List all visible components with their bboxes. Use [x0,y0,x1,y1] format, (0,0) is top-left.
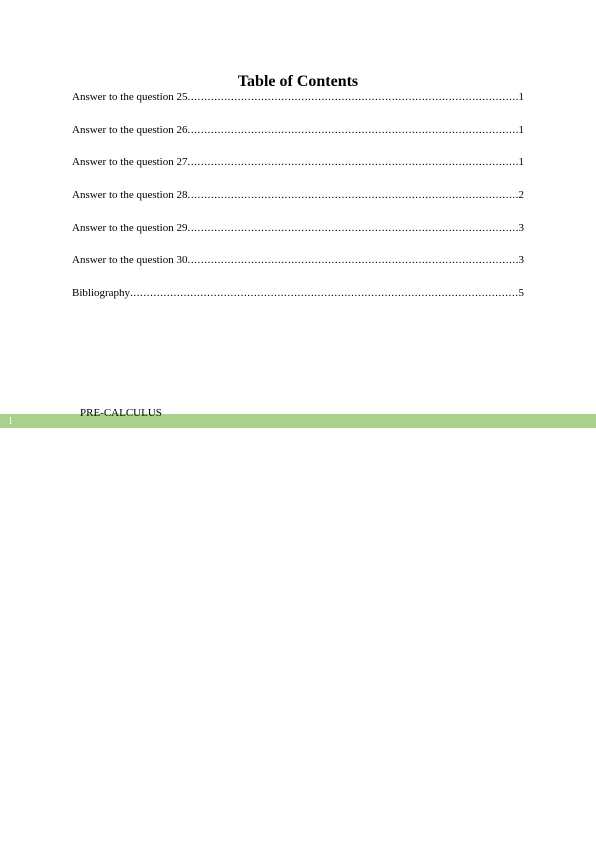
toc-entry-label: Answer to the question 27 [72,156,188,169]
page-number: 1 [8,416,13,427]
toc-entry-bibliography[interactable] [72,286,524,300]
toc-entry-label: Answer to the question 25 [72,91,188,103]
toc-entry-label: Answer to the question 26 [72,123,188,136]
running-head: PRE-CALCULUS [80,407,162,419]
toc-leader-dots [187,155,518,169]
toc-entry-page: 1 [518,123,524,136]
toc-entry-page: 1 [518,91,524,103]
toc-leader-dots [187,253,518,267]
toc-leader-dots [187,188,518,202]
toc-entry-page: 1 [518,156,524,169]
toc-entry-page: 3 [518,254,524,267]
toc-leader-dots [187,90,518,104]
toc-entry-label: Answer to the question 29 [72,221,188,234]
toc-entry-label: Bibliography [72,287,131,300]
toc-entry-q25[interactable] [72,90,524,104]
toc-leader-dots [187,221,518,235]
toc-leader-dots [187,123,518,137]
toc-entry-page: 2 [518,189,524,202]
toc-entry-label: Answer to the question 28 [72,189,188,202]
toc-entry-label: Answer to the question 30 [72,254,188,267]
toc-leader-dots [130,286,518,300]
toc-entry-q28[interactable] [72,188,524,202]
toc-entry-page: 3 [518,221,524,234]
toc-entry-q30[interactable] [72,253,524,267]
toc-list [72,90,524,319]
toc-entry-q27[interactable] [72,155,524,169]
toc-entry-q29[interactable] [72,221,524,235]
toc-entry-q26[interactable] [72,123,524,137]
toc-entry-page: 5 [518,287,524,300]
toc-title: Table of Contents [237,73,359,90]
